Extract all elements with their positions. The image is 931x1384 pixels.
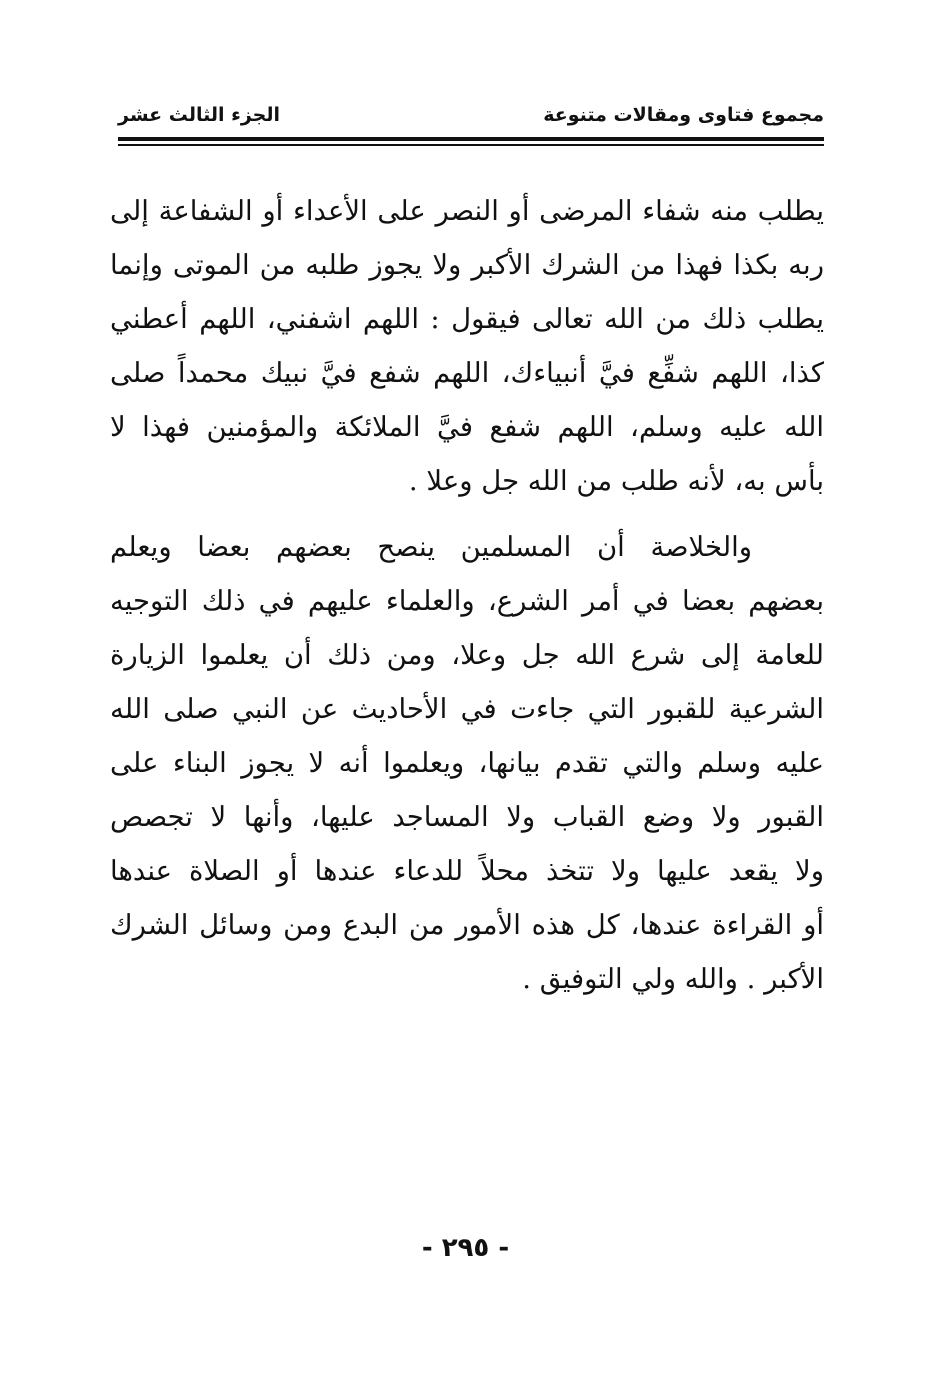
text-line: للعامة إلى شرع الله جل وعلا، ومن ذلك أن يعلموا الزيارة [110, 639, 824, 671]
header-rule-thin [118, 144, 824, 146]
text-line: عليه وسلم والتي تقدم بيانها، ويعلموا أنه لا يجوز البناء على [110, 747, 824, 779]
paragraph-2 [110, 520, 824, 1006]
paragraph-gap [110, 508, 824, 520]
volume-label: الجزء الثالث عشر [118, 104, 281, 126]
text-line: كذا، اللهم شفِّع فيَّ أنبياءك، اللهم شفع فيَّ نبيك محمداً صلى [110, 357, 824, 389]
text-line: يطلب منه شفاء المرضى أو النصر على الأعداء أو الشفاعة إلى [110, 195, 824, 227]
header-rule-thick [118, 137, 824, 141]
book-title: مجموع فتاوى ومقالات متنوعة [543, 104, 824, 126]
text-line: أو القراءة عندها، كل هذه الأمور من البدع ومن وسائل الشرك [110, 909, 824, 941]
text-line: يطلب ذلك من الله تعالى فيقول : اللهم اشفني، اللهم أعطني [110, 303, 824, 335]
text-line: ولا يقعد عليها ولا تتخذ محلاً للدعاء عندها أو الصلاة عندها [110, 855, 824, 887]
running-header [118, 100, 824, 136]
text-line: والخلاصة أن المسلمين ينصح بعضهم بعضا ويعلم [110, 531, 752, 563]
text-line: الشرعية للقبور التي جاءت في الأحاديث عن النبي صلى الله [110, 693, 824, 725]
paragraph-1 [110, 184, 824, 508]
text-line: بعضهم بعضا في أمر الشرع، والعلماء عليهم في ذلك التوجيه [110, 585, 824, 617]
text-line: الله عليه وسلم، اللهم شفع فيَّ الملائكة والمؤمنين فهذا لا [110, 411, 824, 443]
text-line: ربه بكذا فهذا من الشرك الأكبر ولا يجوز طلبه من الموتى وإنما [110, 249, 824, 281]
text-line: بأس به، لأنه طلب من الله جل وعلا . [408, 465, 824, 497]
body-text [110, 184, 824, 1006]
text-line: القبور ولا وضع القباب ولا المساجد عليها، وأنها لا تجصص [110, 801, 824, 833]
page-number: - ٢٩٥ - [421, 1233, 510, 1263]
text-line: الأكبر . والله ولي التوفيق . [522, 963, 824, 995]
